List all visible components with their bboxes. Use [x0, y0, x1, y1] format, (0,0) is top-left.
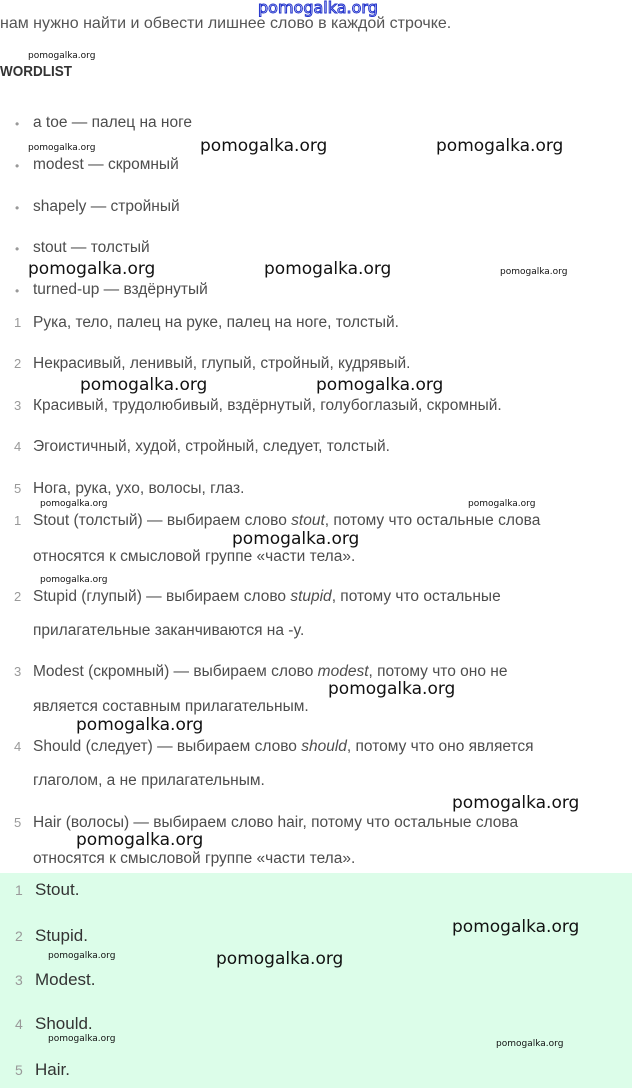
item-number: 5	[14, 815, 22, 830]
watermark: pomogalka.org	[48, 1034, 116, 1044]
answer-item: Should.	[35, 1014, 93, 1033]
bullet-icon: •	[15, 117, 20, 131]
item-number: 3	[14, 398, 22, 413]
bullet-icon: •	[15, 284, 20, 298]
explanation-line: относятся к смысловой группе «части тела».	[33, 850, 356, 867]
answer-item: Modest.	[35, 970, 96, 989]
item-number: 4	[14, 439, 22, 454]
exercise-item: Красивый, трудолюбивый, вздёрнутый, голубоглазый, скромный.	[33, 397, 502, 414]
answer-item: Stout.	[35, 880, 80, 899]
watermark: pomogalka.org	[500, 267, 568, 277]
explanation-line: Should (следует) — выбираем слово should, потому что оно является	[33, 738, 534, 755]
exercise-item: Эгоистичный, худой, стройный, следует, толстый.	[33, 438, 390, 455]
item-number: 4	[15, 1016, 23, 1032]
explanation-line: относятся к смысловой группе «части тела».	[33, 548, 356, 565]
watermark: pomogalka.org	[452, 917, 580, 937]
item-number: 3	[15, 972, 23, 988]
wordlist-item: modest — скромный	[33, 156, 179, 173]
watermark: pomogalka.org	[436, 136, 564, 156]
bullet-icon: •	[15, 159, 20, 173]
item-number: 2	[14, 589, 22, 604]
item-number: 4	[14, 739, 22, 754]
explanation-line: Hair (волосы) — выбираем слово hair, потому что остальные слова	[33, 814, 519, 831]
answer-item: Stupid.	[35, 926, 88, 945]
explanation-line: глаголом, а не прилагательным.	[33, 772, 265, 789]
item-number: 1	[14, 513, 22, 528]
exercise-item: Нога, рука, ухо, волосы, глаз.	[33, 480, 245, 497]
wordlist-item: a toe — палец на ноге	[33, 114, 193, 131]
explanation-line: прилагательные заканчиваются на -y.	[33, 622, 305, 639]
watermark: pomogalka.org	[316, 375, 444, 395]
watermark: pomogalka.org	[452, 793, 580, 813]
watermark: pomogalka.org	[232, 529, 360, 549]
explanation-line: Stupid (глупый) — выбираем слово stupid, потому что остальные	[33, 588, 501, 605]
explanation-line: Modest (скромный) — выбираем слово modest, потому что оно не	[33, 663, 508, 680]
item-number: 2	[14, 356, 22, 371]
watermark: pomogalka.org	[28, 51, 96, 61]
watermark: pomogalka.org	[48, 951, 116, 961]
watermark: pomogalka.org	[328, 679, 456, 699]
watermark: pomogalka.org	[28, 143, 96, 153]
watermark: pomogalka.org	[76, 830, 204, 850]
watermark: pomogalka.org	[200, 136, 328, 156]
watermark: pomogalka.org	[468, 499, 536, 509]
watermark: pomogalka.org	[40, 499, 108, 509]
watermark: pomogalka.org	[496, 1039, 564, 1049]
watermark: pomogalka.org	[28, 259, 156, 279]
watermark: pomogalka.org	[80, 375, 208, 395]
item-number: 1	[15, 882, 23, 898]
answer-item: Hair.	[35, 1060, 70, 1079]
watermark: pomogalka.org	[216, 949, 344, 969]
watermark: pomogalka.org	[76, 715, 204, 735]
watermark: pomogalka.org	[40, 575, 108, 585]
section-title: WORDLIST	[0, 63, 72, 80]
explanation-line: Stout (толстый) — выбираем слово stout, потому что остальные слова	[33, 512, 541, 529]
item-number: 2	[15, 928, 23, 944]
wordlist-item: shapely — стройный	[33, 198, 180, 215]
intro-text: нам нужно найти и обвести лишнее слово в каждой строчке.	[0, 15, 452, 32]
wordlist-item: stout — толстый	[33, 239, 150, 256]
explanation-line: является составным прилагательным.	[33, 698, 309, 715]
watermark: pomogalka.org	[258, 0, 378, 17]
wordlist-item: turned-up — вздёрнутый	[33, 281, 208, 298]
exercise-item: Рука, тело, палец на руке, палец на ноге, толстый.	[33, 314, 399, 331]
item-number: 3	[14, 664, 22, 679]
bullet-icon: •	[15, 201, 20, 215]
item-number: 1	[14, 315, 22, 330]
watermark: pomogalka.org	[264, 259, 392, 279]
bullet-icon: •	[15, 242, 20, 256]
item-number: 5	[14, 481, 22, 496]
item-number: 5	[15, 1062, 23, 1078]
exercise-item: Некрасивый, ленивый, глупый, стройный, кудрявый.	[33, 355, 411, 372]
